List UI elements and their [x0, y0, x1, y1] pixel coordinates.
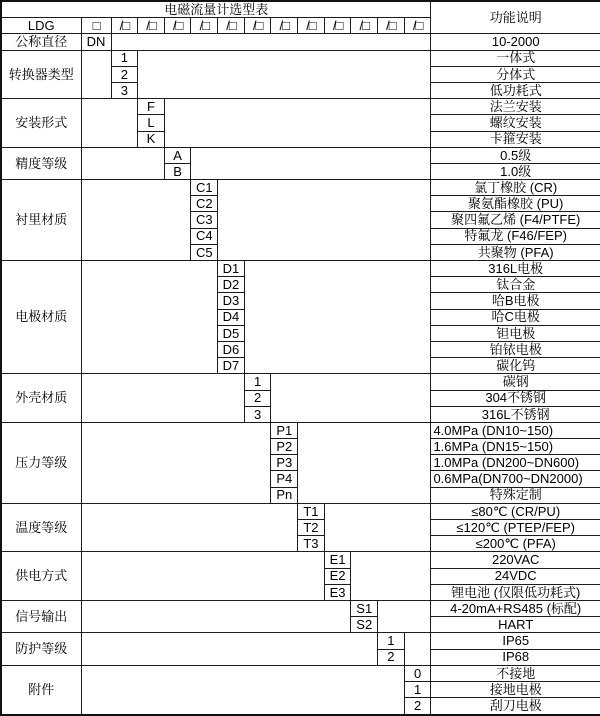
code-cell: 3 [111, 82, 138, 98]
code-cell: E3 [324, 584, 351, 600]
empty-cell [81, 99, 138, 148]
code-cell: 2 [111, 66, 138, 82]
group-protection-row [1, 633, 600, 649]
group-housing-row [1, 374, 600, 390]
desc-cell: 特氟龙 (F46/FEP) [431, 228, 600, 244]
empty-cell [324, 503, 431, 552]
desc-cell: 1.6MPa (DN15~150) [431, 439, 600, 455]
empty-cell [191, 147, 431, 179]
code-cell: D6 [218, 341, 245, 357]
model-code-slot: /□ [351, 18, 378, 34]
empty-cell [81, 600, 351, 632]
desc-cell: 氯丁橡胶 (CR) [431, 180, 600, 196]
desc-cell: ≤120℃ (PTEP/FEP) [431, 520, 600, 536]
code-cell: D4 [218, 309, 245, 325]
empty-cell [81, 422, 271, 503]
code-cell: T2 [298, 520, 325, 536]
code-cell: B [164, 163, 191, 179]
category-electrode-material: 电极材质 [1, 261, 81, 374]
desc-cell: 4.0MPa (DN10~150) [431, 422, 600, 438]
empty-cell [81, 503, 298, 552]
empty-cell [81, 261, 218, 374]
code-cell: K [138, 131, 165, 147]
group-pressure-row [1, 422, 600, 438]
desc-cell: 特殊定制 [431, 487, 600, 503]
empty-cell [298, 422, 431, 503]
desc-cell: 4-20mA+RS485 (标配) [431, 600, 600, 616]
model-prefix-cell: LDG [1, 18, 81, 34]
code-cell: 2 [378, 649, 405, 665]
model-code-slot: /□ [404, 18, 431, 34]
desc-cell: 螺纹安装 [431, 115, 600, 131]
code-cell: 2 [404, 698, 431, 715]
desc-cell: IP65 [431, 633, 600, 649]
empty-cell [81, 180, 191, 261]
category-temperature-rating: 温度等级 [1, 503, 81, 552]
desc-cell: 1.0MPa (DN200~DN600) [431, 455, 600, 471]
code-cell: L [138, 115, 165, 131]
desc-cell: 聚氨酯橡胶 (PU) [431, 196, 600, 212]
category-pressure-rating: 压力等级 [1, 422, 81, 503]
desc-cell: 0.5级 [431, 147, 600, 163]
function-column-header: 功能说明 [431, 1, 600, 34]
desc-cell: 碳钢 [431, 374, 600, 390]
desc-cell: HART [431, 617, 600, 633]
desc-cell: 220VAC [431, 552, 600, 568]
code-cell: D2 [218, 277, 245, 293]
group-accuracy-row [1, 147, 600, 163]
group-power-row [1, 552, 600, 568]
category-accessories: 附件 [1, 665, 81, 715]
desc-cell: 钽电极 [431, 325, 600, 341]
category-protection-rating: 防护等级 [1, 633, 81, 665]
empty-cell [138, 50, 431, 99]
category-liner-material: 衬里材质 [1, 180, 81, 261]
model-code-slot: /□ [244, 18, 271, 34]
code-cell: D5 [218, 325, 245, 341]
code-cell: 0 [404, 665, 431, 681]
model-code-slot: /□ [191, 18, 218, 34]
empty-cell [404, 633, 431, 665]
group-installation-row [1, 99, 600, 115]
code-cell: T3 [298, 536, 325, 552]
desc-cell: IP68 [431, 649, 600, 665]
code-cell: Pn [271, 487, 298, 503]
category-accuracy: 精度等级 [1, 147, 81, 179]
code-cell: 1 [404, 681, 431, 697]
category-signal-output: 信号输出 [1, 600, 81, 632]
model-code-box: □ [81, 18, 111, 34]
code-cell: P3 [271, 455, 298, 471]
desc-cell: 接地电极 [431, 681, 600, 697]
desc-cell: 不接地 [431, 665, 600, 681]
empty-cell [81, 147, 164, 179]
group-accessories-row [1, 665, 600, 681]
group-temperature-row [1, 503, 600, 519]
desc-cell: ≤200℃ (PFA) [431, 536, 600, 552]
code-cell: P1 [271, 422, 298, 438]
desc-cell: 304不锈钢 [431, 390, 600, 406]
code-cell: C2 [191, 196, 218, 212]
code-cell: S1 [351, 600, 378, 616]
desc-cell: 卡箍安装 [431, 131, 600, 147]
empty-cell [218, 180, 431, 261]
code-cell: E1 [324, 552, 351, 568]
category-housing-material: 外壳材质 [1, 374, 81, 423]
empty-cell [81, 374, 244, 423]
desc-cell: 分体式 [431, 66, 600, 82]
desc-cell: 刮刀电极 [431, 698, 600, 715]
empty-cell [111, 34, 431, 50]
empty-cell [164, 99, 431, 148]
empty-cell [244, 261, 431, 374]
code-cell: 3 [244, 406, 271, 422]
model-code-slot: /□ [271, 18, 298, 34]
desc-cell: 聚四氟乙烯 (F4/PTFE) [431, 212, 600, 228]
group-diameter-row [1, 34, 600, 50]
desc-cell: 碳化钨 [431, 358, 600, 374]
code-cell: C5 [191, 244, 218, 260]
model-code-slot: /□ [298, 18, 325, 34]
code-cell: P2 [271, 439, 298, 455]
desc-cell: 0.6MPa(DN700~DN2000) [431, 471, 600, 487]
desc-cell: 法兰安装 [431, 99, 600, 115]
model-code-slot: /□ [164, 18, 191, 34]
group-liner-row [1, 180, 600, 196]
desc-cell: 24VDC [431, 568, 600, 584]
model-code-slot: /□ [378, 18, 405, 34]
desc-cell: 316L不锈钢 [431, 406, 600, 422]
empty-cell [81, 665, 404, 715]
desc-cell: 哈C电极 [431, 309, 600, 325]
model-code-slot: /□ [218, 18, 245, 34]
model-code-slot: /□ [138, 18, 165, 34]
category-installation: 安装形式 [1, 99, 81, 148]
model-code-slot: /□ [111, 18, 138, 34]
empty-cell [351, 552, 431, 601]
empty-cell [378, 600, 431, 632]
desc-cell: 铂铱电极 [431, 341, 600, 357]
group-signal-row [1, 600, 600, 616]
code-cell: E2 [324, 568, 351, 584]
desc-cell: 1.0级 [431, 163, 600, 179]
code-cell: D3 [218, 293, 245, 309]
code-cell: F [138, 99, 165, 115]
table-title: 电磁流量计选型表 [1, 1, 431, 18]
code-cell: A [164, 147, 191, 163]
code-cell: 2 [244, 390, 271, 406]
group-electrode-row [1, 261, 600, 277]
category-power-supply: 供电方式 [1, 552, 81, 601]
empty-cell [271, 374, 431, 423]
code-cell: D7 [218, 358, 245, 374]
category-converter-type: 转换器类型 [1, 50, 81, 99]
desc-cell: 一体式 [431, 50, 600, 66]
group-converter-row [1, 50, 600, 66]
empty-cell [81, 50, 111, 99]
code-cell: C4 [191, 228, 218, 244]
desc-cell: ≤80℃ (CR/PU) [431, 503, 600, 519]
title-row [1, 1, 600, 18]
code-cell: 1 [378, 633, 405, 649]
desc-cell: 锂电池 (仅限低功耗式) [431, 584, 600, 600]
code-cell: C1 [191, 180, 218, 196]
model-code-slot: /□ [324, 18, 351, 34]
code-cell: C3 [191, 212, 218, 228]
code-cell: 1 [244, 374, 271, 390]
code-cell: S2 [351, 617, 378, 633]
code-cell: D1 [218, 261, 245, 277]
code-cell: 1 [111, 50, 138, 66]
desc-cell: 共聚物 (PFA) [431, 244, 600, 260]
category-diameter: 公称直径 [1, 34, 81, 50]
desc-cell: 10-2000 [431, 34, 600, 50]
desc-cell: 低功耗式 [431, 82, 600, 98]
code-cell: T1 [298, 503, 325, 519]
empty-cell [81, 633, 378, 665]
code-cell: P4 [271, 471, 298, 487]
empty-cell [81, 552, 324, 601]
desc-cell: 钛合金 [431, 277, 600, 293]
desc-cell: 316L电极 [431, 261, 600, 277]
desc-cell: 哈B电极 [431, 293, 600, 309]
code-cell: DN [81, 34, 111, 50]
